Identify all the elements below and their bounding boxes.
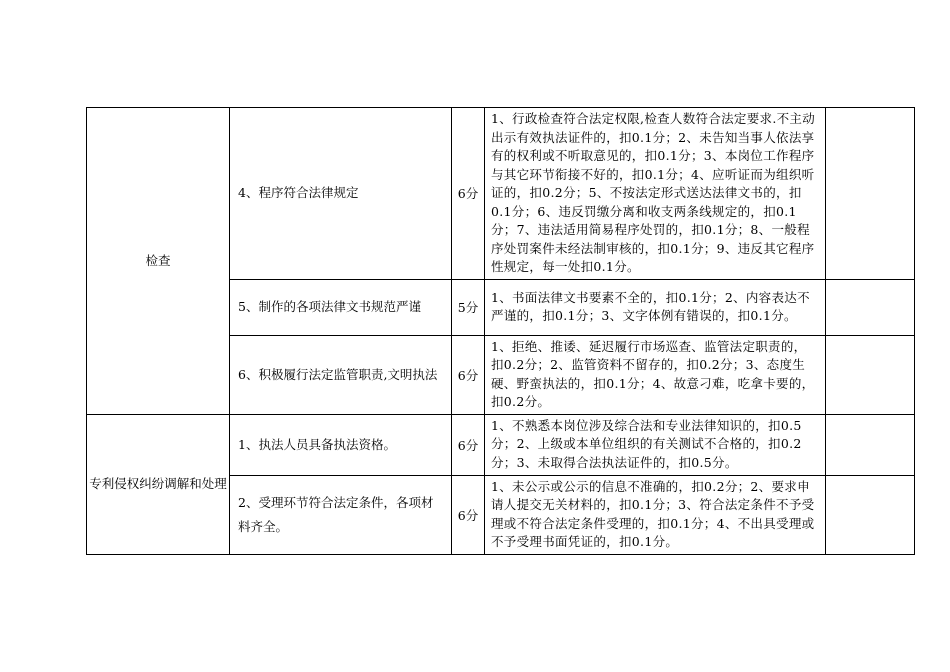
item-label: 2、受理环节符合法定条件，各项材料齐全。 bbox=[238, 494, 434, 534]
score-label: 6分 bbox=[457, 507, 479, 523]
score-label: 6分 bbox=[457, 186, 479, 202]
assessment-table bbox=[86, 107, 915, 555]
score-label: 6分 bbox=[457, 367, 479, 383]
item-label: 4、程序符合法律规定 bbox=[238, 185, 359, 201]
remark-cell bbox=[826, 475, 915, 554]
criteria-cell bbox=[485, 108, 826, 280]
criteria-text: 1、行政检查符合法定权限,检查人数符合法定要求.不主动出示有效执法证件的，扣0.1分；2、未告知当事人依法享有的权利或不听取意见的，扣0.1分；3、本岗位工作程序与其它环节衔接不好的，扣0.1分；4、应听证而为组织听证的，扣0.2分；5、不按法定形式送达法律文书的，扣0.1分；6、违反罚缴分离和收支两条线规定的，扣0.1分；7、违法适用简易程序处罚的，扣0.1分；8、一般程序处罚案件未经法制审核的，扣0.1分；9、违反其它程序性规定，每一处扣0.1分。 bbox=[491, 111, 816, 274]
criteria-cell bbox=[485, 475, 826, 554]
score-cell bbox=[452, 475, 485, 554]
item-cell bbox=[230, 475, 452, 554]
criteria-text: 1、未公示或公示的信息不准确的，扣0.2分；2、要求申请人提交无关材料的，扣0.1分；3、符合法定条件不予受理或不符合法定条件受理的，扣0.1分；4、不出具受理或不予受理书面凭证的，扣0.1分。 bbox=[491, 478, 815, 549]
remark-cell bbox=[826, 279, 915, 335]
remark-cell bbox=[826, 335, 915, 414]
score-label: 6分 bbox=[457, 437, 479, 453]
category-cell bbox=[87, 414, 230, 554]
item-cell bbox=[230, 335, 452, 414]
category-label: 检查 bbox=[145, 252, 171, 268]
table-row bbox=[87, 108, 915, 280]
item-label: 1、执法人员具备执法资格。 bbox=[238, 436, 396, 452]
score-label: 5分 bbox=[457, 300, 479, 315]
criteria-text: 1、不熟悉本岗位涉及综合法和专业法律知识的，扣0.5分；2、上级或本单位组织的有关测试不合格的，扣0.2分；3、未取得合法执法证件的，扣0.5分。 bbox=[491, 417, 802, 470]
remark-cell bbox=[826, 414, 915, 475]
item-cell bbox=[230, 108, 452, 280]
score-cell bbox=[452, 335, 485, 414]
item-label: 6、积极履行法定监管职责,文明执法 bbox=[238, 366, 438, 382]
criteria-text: 1、拒绝、推诿、延迟履行市场巡查、监管法定职责的，扣0.2分；2、监管资料不留存的，扣0.2分；3、态度生硬、野蛮执法的，扣0.1分；4、故意刁难，吃拿卡要的，扣0.2分。 bbox=[491, 338, 815, 409]
criteria-cell bbox=[485, 414, 826, 475]
score-cell bbox=[452, 279, 485, 335]
item-cell bbox=[230, 279, 452, 335]
item-cell bbox=[230, 414, 452, 475]
category-cell bbox=[87, 108, 230, 415]
score-cell bbox=[452, 414, 485, 475]
criteria-text: 1、书面法律文书要素不全的，扣0.1分；2、内容表达不严谨的，扣0.1分；3、文字体例有错误的，扣0.1分。 bbox=[491, 289, 810, 323]
item-label: 5、制作的各项法律文书规范严谨 bbox=[238, 299, 421, 314]
criteria-cell bbox=[485, 335, 826, 414]
category-label: 专利侵权纠纷调解和处理 bbox=[89, 476, 227, 491]
criteria-cell bbox=[485, 279, 826, 335]
table-row bbox=[87, 414, 915, 475]
score-cell bbox=[452, 108, 485, 280]
remark-cell bbox=[826, 108, 915, 280]
